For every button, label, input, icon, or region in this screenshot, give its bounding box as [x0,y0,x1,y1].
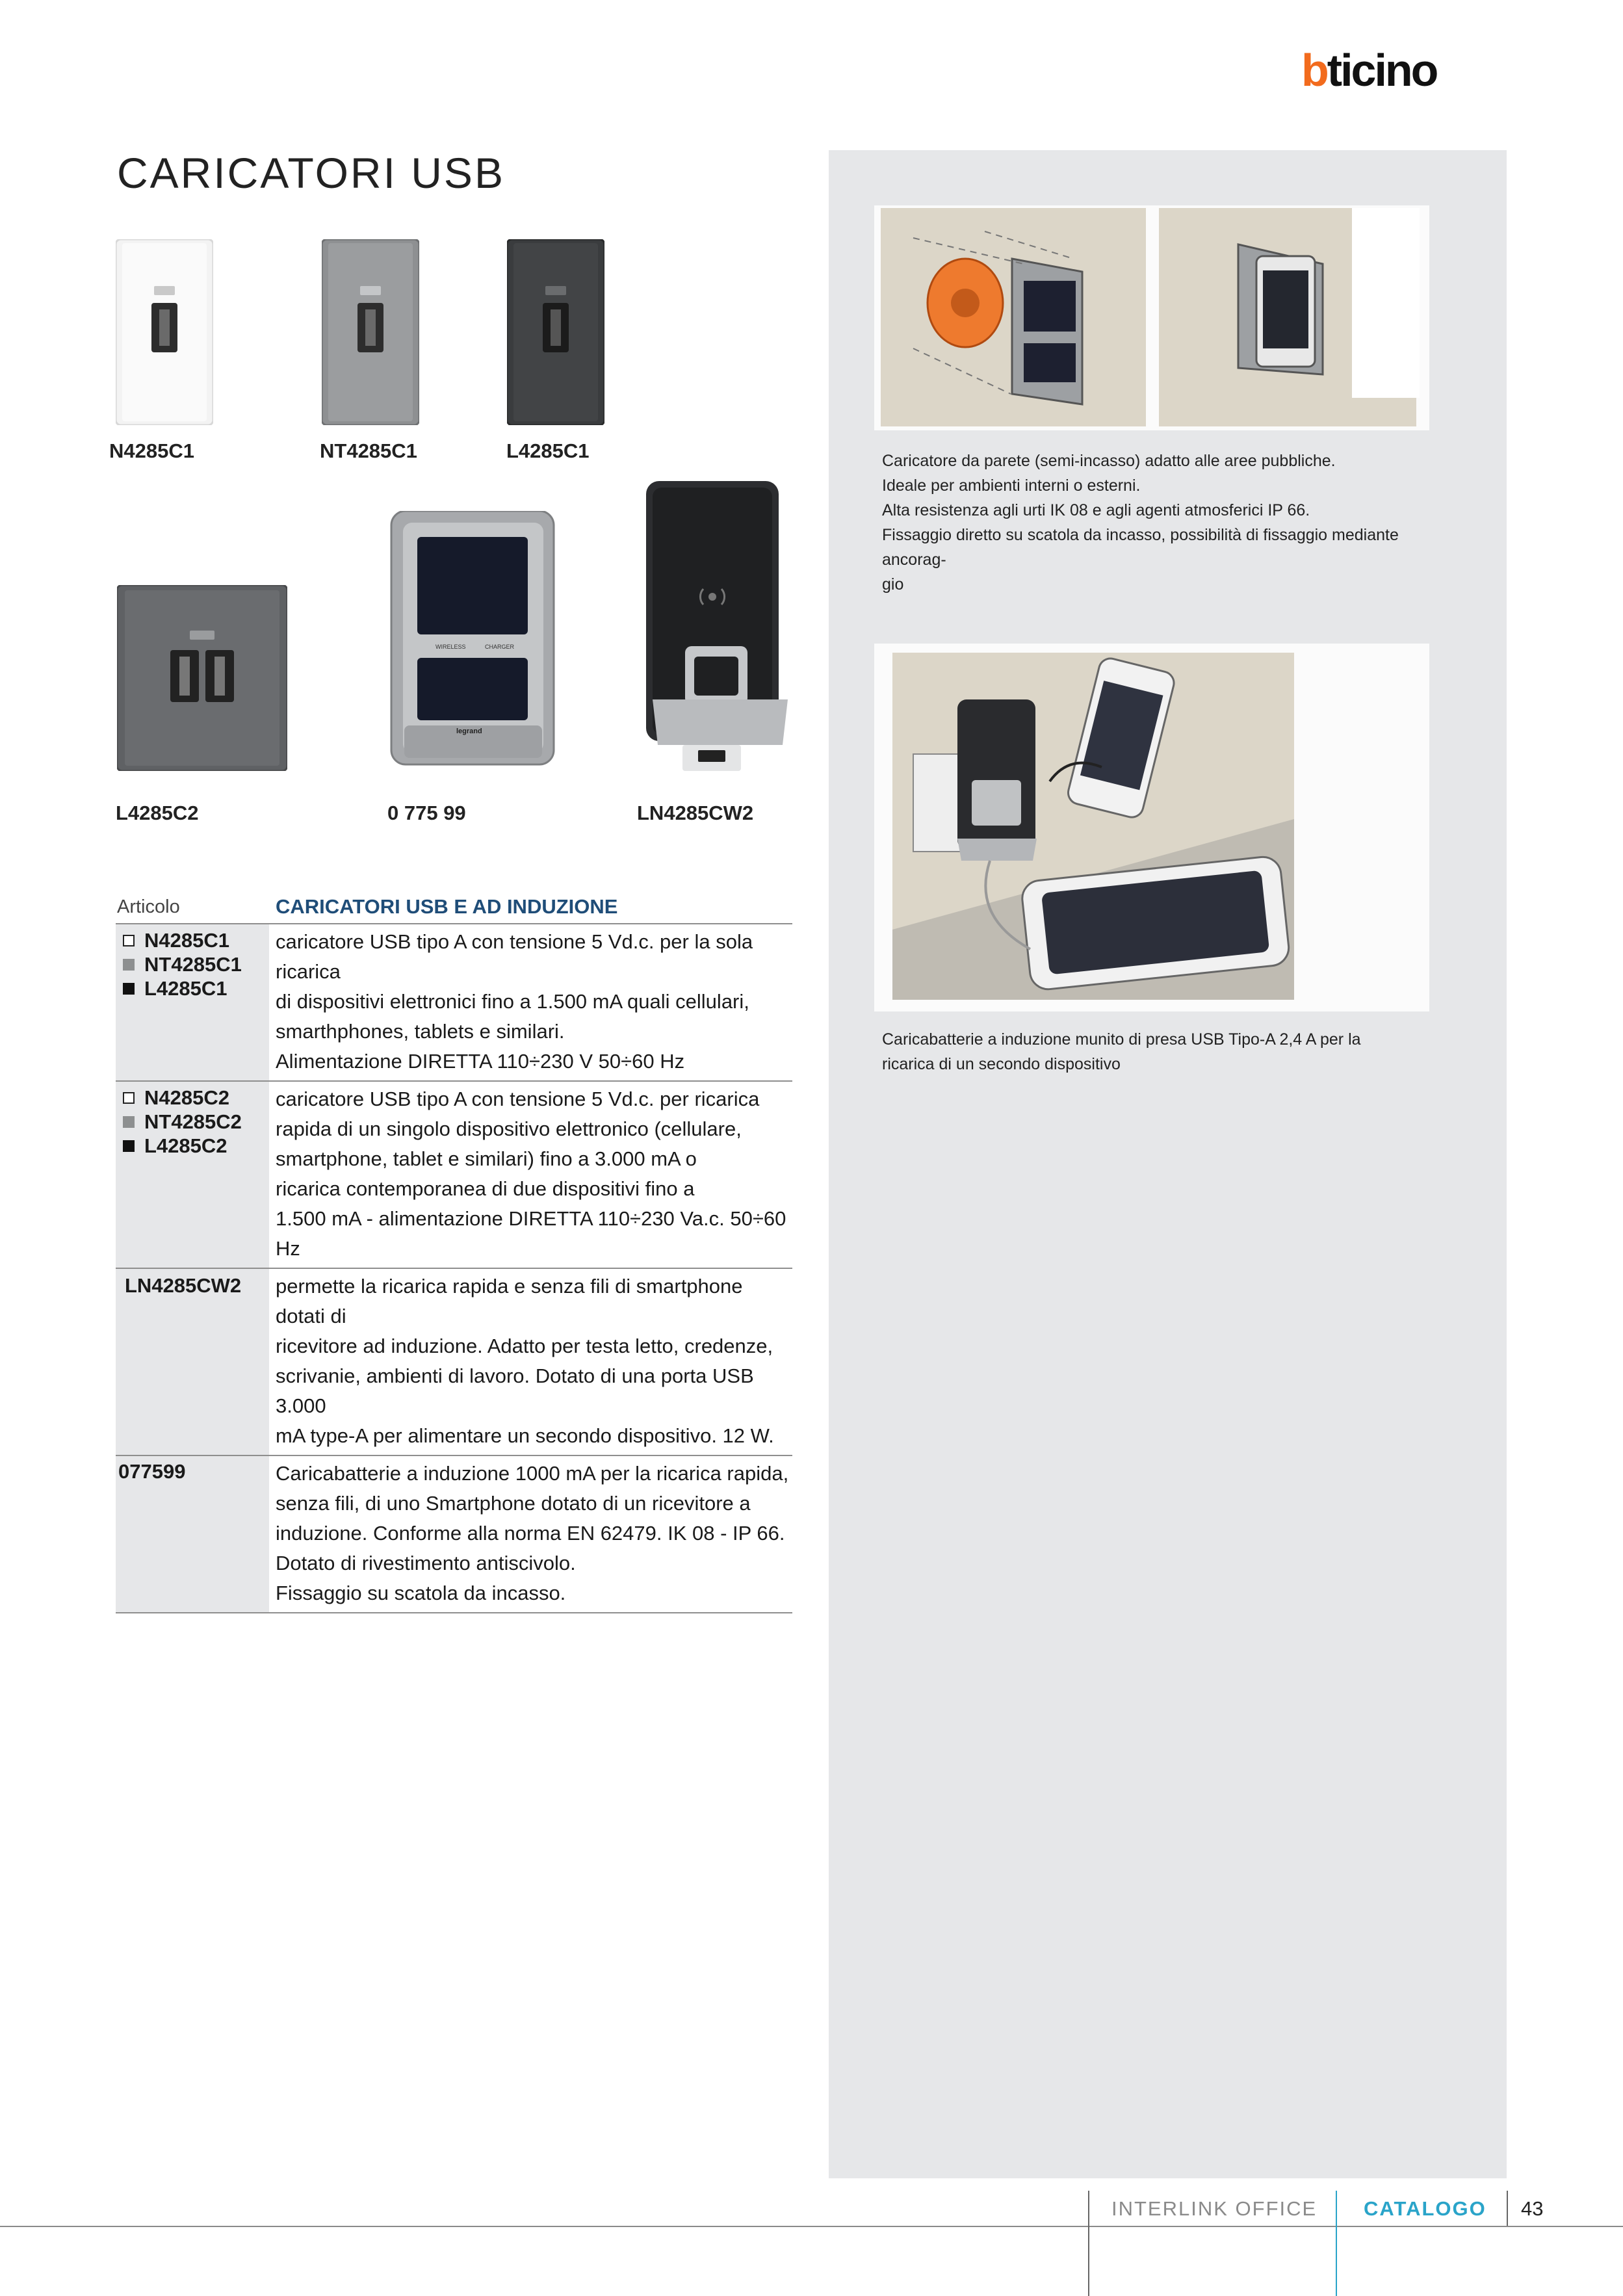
footer-rule [0,2226,1623,2227]
desc-line: senza fili, di uno Smartphone dotato di un ricevitore a [276,1492,751,1515]
logo-text: bticino [1301,45,1437,96]
code-text: N4285C2 [144,1086,229,1109]
black-swatch-icon [123,983,135,995]
desc-line: di dispositivi elettronici fino a 1.500 mA quali cellulari, [276,990,749,1013]
product-label-n4285c1: N4285C1 [109,439,194,462]
description-cell [276,924,792,1080]
description-cell [276,1082,792,1268]
column-article: Articolo [117,896,180,917]
code-text: L4285C2 [144,1134,227,1157]
table-row [116,1268,792,1455]
caption-line: gio [882,575,904,594]
grey-swatch-icon [123,959,135,971]
desc-line: permette la ricarica rapida e senza fili di smartphone dotati di [276,1275,743,1327]
code-variant-anthracite [116,1134,269,1158]
code-text: LN4285CW2 [125,1274,242,1297]
product-label-077599: 0 775 99 [387,802,466,824]
footer-catalog: CATALOGO [1364,2197,1487,2220]
desc-line: caricatore USB tipo A con tensione 5 Vd.c. per la sola ricarica [276,930,753,983]
product-image-n4285c1 [116,239,213,428]
desc-line: rapida di un singolo dispositivo elettronico (cellulare, [276,1117,742,1140]
desc-line: Alimentazione DIRETTA 110÷230 V 50÷60 Hz [276,1050,685,1073]
product-image-l4285c2 [117,585,287,774]
table-bottom-rule [116,1612,792,1613]
caption-line: Alta resistenza agli urti IK 08 e agli agenti atmosferici IP 66. [882,501,1310,519]
column-title: CARICATORI USB E AD INDUZIONE [276,895,618,918]
table-row [116,1080,792,1268]
product-image-nt4285c1 [322,239,419,428]
desc-line: Dotato di rivestimento antiscivolo. [276,1552,576,1574]
table-header [116,894,792,923]
desc-line: 1.500 mA - alimentazione DIRETTA 110÷230 Va.c. 50÷60 Hz [276,1207,786,1260]
installation-illustration [874,205,1429,430]
caption-wall-charger [882,449,1467,597]
code-cell [116,1269,269,1455]
desc-line: scrivanie, ambienti di lavoro. Dotato di una porta USB 3.000 [276,1364,754,1417]
code-variant-tech [116,1110,269,1134]
caption-line: ricarica di un secondo dispositivo [882,1055,1121,1073]
description-cell [276,1456,792,1612]
induction-illustration [874,644,1429,1011]
code-text: L4285C1 [144,977,227,1000]
caption-line: Fissaggio diretto su scatola da incasso, possibilità di fissaggio mediante ancorag- [882,526,1399,569]
caption-induction-charger [882,1027,1467,1076]
table-row [116,1455,792,1612]
code-text: NT4285C2 [144,1110,242,1133]
grey-swatch-icon [123,1116,135,1128]
footer-divider [1507,2191,1508,2226]
code-text: N4285C1 [144,929,229,952]
footer-divider-blue [1336,2191,1337,2296]
desc-line: mA type-A per alimentare un secondo dispositivo. 12 W. [276,1424,774,1447]
product-label-l4285c1: L4285C1 [506,439,590,462]
desc-line: ricevitore ad induzione. Adatto per testa letto, credenze, [276,1335,773,1357]
code-variant-anthracite [116,976,269,1000]
print-charger: CHARGER [485,644,515,650]
table-row [116,923,792,1080]
footer-section: INTERLINK OFFICE [1111,2197,1318,2220]
desc-line: Fissaggio su scatola da incasso. [276,1582,566,1604]
desc-line: smartphone, tablet e similari) fino a 3.000 mA o [276,1147,697,1170]
desc-line: Caricabatterie a induzione 1000 mA per la ricarica rapida, [276,1462,789,1485]
bticino-logo [1301,47,1511,94]
code-text: NT4285C1 [144,953,242,976]
footer-divider [1088,2191,1089,2296]
caption-line: Ideale per ambienti interni o esterni. [882,476,1141,495]
description-cell [276,1269,792,1455]
product-image-l4285c1 [507,239,604,428]
page-number: 43 [1521,2197,1544,2220]
product-table [116,894,792,1613]
code-variant-white [116,1086,269,1110]
print-legrand: legrand [456,727,482,735]
desc-line: induzione. Conforme alla norma EN 62479. IK 08 - IP 66. [276,1522,785,1545]
desc-line: caricatore USB tipo A con tensione 5 Vd.c. per ricarica [276,1088,760,1110]
page-title: CARICATORI USB [117,149,505,197]
black-swatch-icon [123,1140,135,1152]
product-label-nt4285c1: NT4285C1 [320,439,417,462]
print-wireless: WIRELESS [435,644,466,650]
code-variant-tech [116,952,269,976]
caption-line: Caricabatterie a induzione munito di presa USB Tipo-A 2,4 A per la [882,1030,1361,1049]
code-variant-white [116,928,269,952]
white-swatch-icon [123,1092,135,1104]
product-image-077599 [389,511,559,770]
code-text: 077599 [118,1460,186,1483]
product-label-ln4285cw2: LN4285CW2 [637,802,754,824]
code-cell [116,1456,269,1612]
product-label-l4285c2: L4285C2 [116,802,199,824]
code-cell [116,924,269,1080]
product-image-ln4285cw2 [643,481,797,777]
caption-line: Caricatore da parete (semi-incasso) adatto alle aree pubbliche. [882,452,1336,470]
desc-line: smarthphones, tablets e similari. [276,1020,565,1043]
code-cell [116,1082,269,1268]
desc-line: ricarica contemporanea di due dispositivi fino a [276,1177,695,1200]
white-swatch-icon [123,935,135,946]
